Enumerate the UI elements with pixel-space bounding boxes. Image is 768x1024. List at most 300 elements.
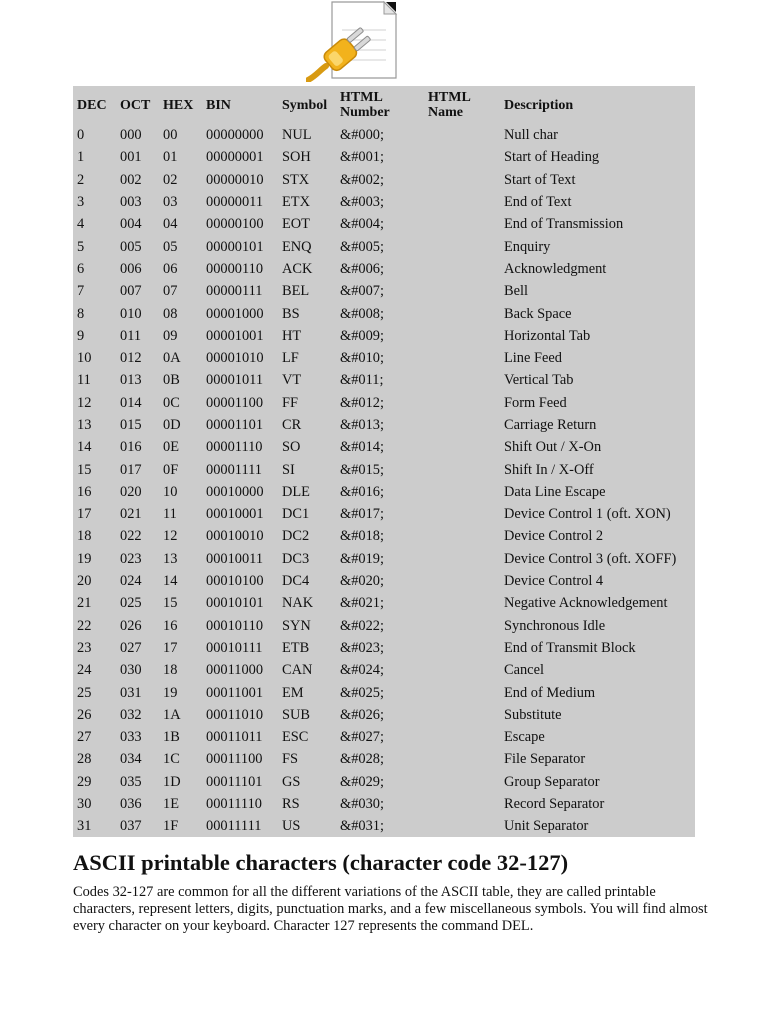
table-header-row bbox=[73, 86, 695, 124]
header-dec: DEC bbox=[77, 97, 107, 113]
table-row bbox=[73, 659, 695, 681]
cell-description: Bell bbox=[504, 283, 528, 300]
cell-bin: 00000011 bbox=[206, 194, 264, 211]
table-row bbox=[73, 570, 695, 592]
table-row bbox=[73, 325, 695, 347]
section-heading: ASCII printable characters (character code 32-127) bbox=[73, 850, 569, 875]
cell-dec: 9 bbox=[77, 327, 85, 344]
table-row bbox=[73, 146, 695, 168]
cell-symbol: ETX bbox=[282, 194, 310, 211]
cell-html-name bbox=[424, 146, 500, 168]
cell-html-name bbox=[424, 793, 500, 815]
cell-description: Synchronous Idle bbox=[504, 617, 606, 634]
cell-oct: 012 bbox=[120, 350, 142, 367]
cell-hex: 04 bbox=[163, 216, 178, 233]
cell-hex: 1F bbox=[163, 818, 179, 835]
cell-html-number: &#006; bbox=[340, 260, 384, 277]
cell-dec: 2 bbox=[77, 171, 85, 188]
cell-html-number: &#014; bbox=[340, 439, 384, 456]
cell-bin: 00010110 bbox=[206, 617, 264, 634]
cell-dec: 1 bbox=[77, 149, 85, 166]
cell-symbol: DC4 bbox=[282, 573, 310, 590]
cell-html-name bbox=[424, 258, 500, 280]
cell-dec: 5 bbox=[77, 238, 85, 255]
cell-dec: 11 bbox=[77, 372, 91, 389]
table-row bbox=[73, 213, 695, 235]
cell-description: Acknowledgment bbox=[504, 260, 607, 277]
cell-bin: 00011011 bbox=[206, 729, 263, 746]
table-row bbox=[73, 169, 695, 191]
cell-html-name bbox=[424, 659, 500, 681]
cell-bin: 00011001 bbox=[206, 684, 264, 701]
cell-dec: 28 bbox=[77, 751, 92, 768]
cell-symbol: SUB bbox=[282, 706, 310, 723]
cell-symbol: BEL bbox=[282, 283, 310, 300]
cell-oct: 035 bbox=[120, 773, 142, 790]
cell-description: Substitute bbox=[504, 706, 562, 723]
cell-bin: 00011100 bbox=[206, 751, 263, 768]
cell-oct: 000 bbox=[120, 127, 142, 144]
cell-oct: 023 bbox=[120, 550, 142, 567]
table-row bbox=[73, 793, 695, 815]
cell-symbol: HT bbox=[282, 327, 302, 344]
cell-html-number: &#011; bbox=[340, 372, 384, 389]
cell-html-number: &#003; bbox=[340, 194, 384, 211]
table-row bbox=[73, 191, 695, 213]
cell-html-name bbox=[424, 503, 500, 525]
cell-symbol: GS bbox=[282, 773, 301, 790]
table-row bbox=[73, 704, 695, 726]
cell-hex: 01 bbox=[163, 149, 178, 166]
cell-hex: 05 bbox=[163, 238, 178, 255]
cell-hex: 08 bbox=[163, 305, 178, 322]
cell-html-number: &#013; bbox=[340, 417, 384, 433]
cell-hex: 1D bbox=[163, 773, 181, 790]
cell-description: File Separator bbox=[504, 751, 586, 768]
cell-html-name bbox=[424, 726, 500, 748]
cell-html-number: &#031; bbox=[340, 818, 384, 835]
cell-html-number: &#000; bbox=[340, 127, 384, 144]
cell-description: Vertical Tab bbox=[504, 372, 574, 389]
cell-symbol: NUL bbox=[282, 127, 312, 144]
cell-hex: 0B bbox=[163, 372, 180, 389]
table-row bbox=[73, 815, 695, 837]
cell-symbol: DLE bbox=[282, 483, 310, 500]
table-row bbox=[73, 124, 695, 146]
cell-description: End of Transmission bbox=[504, 216, 624, 233]
cell-html-name bbox=[424, 325, 500, 347]
cell-html-number: &#007; bbox=[340, 283, 384, 300]
cell-description: Start of Text bbox=[504, 171, 576, 188]
header-hex: HEX bbox=[163, 97, 194, 113]
cell-html-number: &#001; bbox=[340, 149, 384, 166]
cell-dec: 30 bbox=[77, 796, 92, 813]
cell-hex: 0A bbox=[163, 350, 181, 367]
cell-html-name bbox=[424, 280, 500, 302]
cell-dec: 22 bbox=[77, 617, 92, 634]
cell-description: Cancel bbox=[504, 662, 544, 679]
cell-hex: 0C bbox=[163, 394, 180, 411]
cell-html-number: &#023; bbox=[340, 639, 384, 656]
cell-dec: 16 bbox=[77, 483, 92, 500]
cell-hex: 0E bbox=[163, 439, 179, 456]
cell-hex: 1C bbox=[163, 751, 180, 768]
cell-symbol: SO bbox=[282, 439, 301, 456]
cell-dec: 15 bbox=[77, 461, 92, 478]
table-row bbox=[73, 235, 695, 257]
cell-symbol: CAN bbox=[282, 662, 313, 679]
cell-symbol: SOH bbox=[282, 149, 311, 166]
cell-oct: 004 bbox=[120, 216, 142, 233]
cell-oct: 013 bbox=[120, 372, 142, 389]
cell-html-number: &#017; bbox=[340, 506, 384, 523]
table-row bbox=[73, 369, 695, 391]
cell-oct: 030 bbox=[120, 662, 142, 679]
cell-html-name bbox=[424, 392, 500, 414]
cell-description: End of Text bbox=[504, 194, 572, 211]
cell-symbol: SYN bbox=[282, 617, 311, 634]
cell-description: Back Space bbox=[504, 305, 572, 322]
cell-hex: 19 bbox=[163, 684, 178, 701]
cell-html-name bbox=[424, 771, 500, 793]
cell-dec: 14 bbox=[77, 439, 92, 456]
cell-symbol: FF bbox=[282, 394, 299, 411]
cell-bin: 00010011 bbox=[206, 550, 264, 567]
cell-oct: 017 bbox=[120, 461, 142, 478]
cell-html-name bbox=[424, 235, 500, 257]
table-row bbox=[73, 436, 695, 458]
cell-bin: 00000111 bbox=[206, 283, 263, 300]
cell-html-number: &#008; bbox=[340, 305, 384, 322]
cell-html-name bbox=[424, 615, 500, 637]
cell-html-number: &#016; bbox=[340, 483, 384, 500]
table-row bbox=[73, 548, 695, 570]
section-paragraph: Codes 32-127 are common for all the different variations of the ASCII table, they are called printable characters, represent letters, digits, punctuation marks, and a few miscellaneous symbols. You will find almost every character on your keyboard. Character 127 represents the command DEL. bbox=[73, 884, 708, 934]
cell-symbol: CR bbox=[282, 417, 302, 433]
cell-html-name bbox=[424, 548, 500, 570]
cell-html-name bbox=[424, 124, 500, 146]
cell-html-number: &#004; bbox=[340, 216, 384, 233]
cell-dec: 31 bbox=[77, 818, 92, 835]
header-oct: OCT bbox=[120, 97, 151, 113]
cell-dec: 24 bbox=[77, 662, 92, 679]
cell-dec: 7 bbox=[77, 283, 85, 300]
cell-hex: 06 bbox=[163, 260, 178, 277]
cell-oct: 006 bbox=[120, 260, 142, 277]
cell-symbol: LF bbox=[282, 350, 299, 367]
cell-description: Device Control 3 (oft. XOFF) bbox=[504, 550, 677, 567]
cell-symbol: NAK bbox=[282, 595, 314, 612]
cell-html-name bbox=[424, 458, 500, 480]
missing-plugin-icon bbox=[306, 0, 400, 82]
cell-hex: 10 bbox=[163, 483, 178, 500]
cell-oct: 001 bbox=[120, 149, 142, 166]
cell-html-number: &#019; bbox=[340, 550, 384, 567]
cell-html-number: &#015; bbox=[340, 461, 384, 478]
cell-oct: 027 bbox=[120, 639, 142, 656]
cell-bin: 00001111 bbox=[206, 461, 262, 478]
cell-description: Group Separator bbox=[504, 773, 600, 790]
cell-bin: 00001100 bbox=[206, 394, 264, 411]
cell-description: Carriage Return bbox=[504, 417, 597, 433]
cell-hex: 03 bbox=[163, 194, 178, 211]
cell-hex: 1A bbox=[163, 706, 181, 723]
cell-symbol: US bbox=[282, 818, 301, 835]
cell-symbol: FS bbox=[282, 751, 299, 768]
cell-bin: 00001011 bbox=[206, 372, 264, 389]
cell-bin: 00011111 bbox=[206, 818, 262, 835]
table-row bbox=[73, 503, 695, 525]
cell-symbol: DC1 bbox=[282, 506, 310, 523]
table-row bbox=[73, 726, 695, 748]
cell-html-name bbox=[424, 748, 500, 770]
cell-description: Enquiry bbox=[504, 238, 551, 255]
cell-hex: 18 bbox=[163, 662, 178, 679]
cell-html-number: &#012; bbox=[340, 394, 384, 411]
cell-dec: 10 bbox=[77, 350, 92, 367]
cell-oct: 034 bbox=[120, 751, 142, 768]
table-row bbox=[73, 392, 695, 414]
cell-html-name bbox=[424, 191, 500, 213]
cell-dec: 18 bbox=[77, 528, 92, 545]
cell-dec: 23 bbox=[77, 639, 92, 656]
cell-bin: 00000101 bbox=[206, 238, 264, 255]
cell-oct: 033 bbox=[120, 729, 142, 746]
cell-html-number: &#005; bbox=[340, 238, 384, 255]
cell-dec: 27 bbox=[77, 729, 92, 746]
cell-hex: 17 bbox=[163, 639, 178, 656]
cell-oct: 021 bbox=[120, 506, 142, 523]
cell-html-name bbox=[424, 481, 500, 503]
cell-oct: 010 bbox=[120, 305, 142, 322]
cell-dec: 25 bbox=[77, 684, 92, 701]
cell-description: End of Transmit Block bbox=[504, 639, 636, 656]
cell-html-number: &#009; bbox=[340, 327, 384, 344]
cell-html-name bbox=[424, 169, 500, 191]
cell-html-number: &#029; bbox=[340, 773, 384, 790]
cell-description: End of Medium bbox=[504, 684, 596, 701]
cell-dec: 29 bbox=[77, 773, 92, 790]
cell-bin: 00010111 bbox=[206, 639, 263, 656]
cell-oct: 036 bbox=[120, 796, 142, 813]
cell-html-number: &#028; bbox=[340, 751, 384, 768]
cell-symbol: ACK bbox=[282, 260, 313, 277]
cell-symbol: BS bbox=[282, 305, 300, 322]
table-row bbox=[73, 615, 695, 637]
cell-dec: 4 bbox=[77, 216, 85, 233]
cell-description: Record Separator bbox=[504, 796, 605, 813]
cell-bin: 00010000 bbox=[206, 483, 264, 500]
cell-oct: 014 bbox=[120, 394, 142, 411]
cell-oct: 022 bbox=[120, 528, 142, 545]
cell-symbol: EOT bbox=[282, 216, 310, 233]
cell-html-number: &#025; bbox=[340, 684, 384, 701]
header-html-number: HTML Number bbox=[340, 90, 390, 120]
cell-dec: 13 bbox=[77, 417, 92, 433]
cell-hex: 16 bbox=[163, 617, 178, 634]
header-html-name: HTML Name bbox=[428, 90, 471, 120]
table-row bbox=[73, 592, 695, 614]
cell-html-number: &#010; bbox=[340, 350, 384, 367]
cell-html-number: &#020; bbox=[340, 573, 384, 590]
cell-description: Horizontal Tab bbox=[504, 327, 591, 344]
cell-dec: 17 bbox=[77, 506, 92, 523]
cell-description: Data Line Escape bbox=[504, 483, 606, 500]
cell-html-number: &#027; bbox=[340, 729, 384, 746]
cell-bin: 00010100 bbox=[206, 573, 264, 590]
cell-description: Shift Out / X-On bbox=[504, 439, 602, 456]
cell-description: Shift In / X-Off bbox=[504, 461, 594, 478]
cell-bin: 00011110 bbox=[206, 796, 262, 813]
table-row bbox=[73, 414, 695, 436]
cell-symbol: ETB bbox=[282, 639, 310, 656]
cell-dec: 12 bbox=[77, 394, 92, 411]
cell-bin: 00010101 bbox=[206, 595, 264, 612]
cell-html-number: &#026; bbox=[340, 706, 384, 723]
cell-symbol: ESC bbox=[282, 729, 309, 746]
cell-oct: 005 bbox=[120, 238, 142, 255]
table-row bbox=[73, 681, 695, 703]
cell-html-name bbox=[424, 414, 500, 436]
cell-bin: 00011101 bbox=[206, 773, 263, 790]
cell-html-name bbox=[424, 681, 500, 703]
cell-html-number: &#021; bbox=[340, 595, 384, 612]
header-bin: BIN bbox=[206, 97, 231, 113]
ascii-control-table-container bbox=[73, 86, 695, 837]
cell-description: Device Control 4 bbox=[504, 573, 604, 590]
table-row bbox=[73, 637, 695, 659]
cell-bin: 00011000 bbox=[206, 662, 264, 679]
cell-hex: 12 bbox=[163, 528, 178, 545]
cell-symbol: DC2 bbox=[282, 528, 310, 545]
table-row bbox=[73, 280, 695, 302]
table-row bbox=[73, 458, 695, 480]
cell-hex: 1B bbox=[163, 729, 180, 746]
cell-html-number: &#022; bbox=[340, 617, 384, 634]
cell-bin: 00010001 bbox=[206, 506, 264, 523]
table-row bbox=[73, 347, 695, 369]
cell-description: Form Feed bbox=[504, 394, 567, 411]
table-row bbox=[73, 258, 695, 280]
cell-description: Line Feed bbox=[504, 350, 562, 367]
cell-bin: 00001010 bbox=[206, 350, 264, 367]
cell-symbol: ENQ bbox=[282, 238, 312, 255]
cell-dec: 8 bbox=[77, 305, 85, 322]
cell-html-name bbox=[424, 637, 500, 659]
cell-bin: 00011010 bbox=[206, 706, 264, 723]
cell-oct: 016 bbox=[120, 439, 142, 456]
cell-hex: 14 bbox=[163, 573, 178, 590]
cell-hex: 13 bbox=[163, 550, 178, 567]
cell-dec: 21 bbox=[77, 595, 92, 612]
table-row bbox=[73, 748, 695, 770]
cell-html-name bbox=[424, 815, 500, 837]
cell-dec: 20 bbox=[77, 573, 92, 590]
cell-hex: 15 bbox=[163, 595, 178, 612]
cell-html-name bbox=[424, 302, 500, 324]
cell-description: Null char bbox=[504, 127, 558, 144]
cell-oct: 015 bbox=[120, 417, 142, 433]
cell-html-number: &#018; bbox=[340, 528, 384, 545]
cell-oct: 025 bbox=[120, 595, 142, 612]
cell-description: Negative Acknowledgement bbox=[504, 595, 668, 612]
cell-oct: 032 bbox=[120, 706, 142, 723]
table-row bbox=[73, 771, 695, 793]
table-body bbox=[73, 124, 695, 838]
cell-html-name bbox=[424, 704, 500, 726]
cell-oct: 026 bbox=[120, 617, 142, 634]
cell-oct: 024 bbox=[120, 573, 142, 590]
cell-bin: 00000010 bbox=[206, 171, 264, 188]
cell-description: Unit Separator bbox=[504, 818, 589, 835]
cell-oct: 007 bbox=[120, 283, 142, 300]
cell-description: Escape bbox=[504, 729, 545, 746]
cell-bin: 00001000 bbox=[206, 305, 264, 322]
cell-html-name bbox=[424, 347, 500, 369]
cell-hex: 07 bbox=[163, 283, 178, 300]
cell-symbol: DC3 bbox=[282, 550, 310, 567]
cell-hex: 02 bbox=[163, 171, 178, 188]
cell-hex: 0F bbox=[163, 461, 179, 478]
cell-hex: 0D bbox=[163, 417, 181, 433]
table-row bbox=[73, 302, 695, 324]
cell-description: Start of Heading bbox=[504, 149, 600, 166]
cell-symbol: RS bbox=[282, 796, 300, 813]
cell-oct: 003 bbox=[120, 194, 142, 211]
cell-hex: 09 bbox=[163, 327, 178, 344]
cell-description: Device Control 2 bbox=[504, 528, 604, 545]
cell-html-number: &#002; bbox=[340, 171, 384, 188]
cell-hex: 00 bbox=[163, 127, 178, 144]
cell-bin: 00010010 bbox=[206, 528, 264, 545]
cell-oct: 002 bbox=[120, 171, 142, 188]
cell-dec: 3 bbox=[77, 194, 85, 211]
cell-symbol: VT bbox=[282, 372, 302, 389]
cell-oct: 031 bbox=[120, 684, 142, 701]
cell-bin: 00000000 bbox=[206, 127, 264, 144]
cell-bin: 00001101 bbox=[206, 417, 264, 433]
header-description: Description bbox=[504, 97, 574, 113]
cell-dec: 26 bbox=[77, 706, 92, 723]
cell-symbol: EM bbox=[282, 684, 304, 701]
cell-symbol: STX bbox=[282, 171, 310, 188]
cell-oct: 020 bbox=[120, 483, 142, 500]
cell-bin: 00001001 bbox=[206, 327, 264, 344]
cell-html-name bbox=[424, 570, 500, 592]
cell-symbol: SI bbox=[282, 461, 295, 478]
cell-oct: 011 bbox=[120, 327, 142, 344]
cell-html-name bbox=[424, 436, 500, 458]
ascii-control-table bbox=[73, 86, 695, 838]
cell-dec: 19 bbox=[77, 550, 92, 567]
cell-html-number: &#024; bbox=[340, 662, 384, 679]
cell-html-number: &#030; bbox=[340, 796, 384, 813]
cell-bin: 00000110 bbox=[206, 260, 264, 277]
cell-html-name bbox=[424, 592, 500, 614]
cell-oct: 037 bbox=[120, 818, 142, 835]
table-row bbox=[73, 525, 695, 547]
cell-dec: 0 bbox=[77, 127, 85, 144]
cell-html-name bbox=[424, 525, 500, 547]
header-symbol: Symbol bbox=[282, 97, 328, 113]
cell-html-name bbox=[424, 369, 500, 391]
cell-description: Device Control 1 (oft. XON) bbox=[504, 506, 671, 523]
cell-bin: 00000100 bbox=[206, 216, 264, 233]
cell-hex: 11 bbox=[163, 506, 177, 523]
cell-dec: 6 bbox=[77, 260, 85, 277]
cell-html-name bbox=[424, 213, 500, 235]
table-row bbox=[73, 481, 695, 503]
